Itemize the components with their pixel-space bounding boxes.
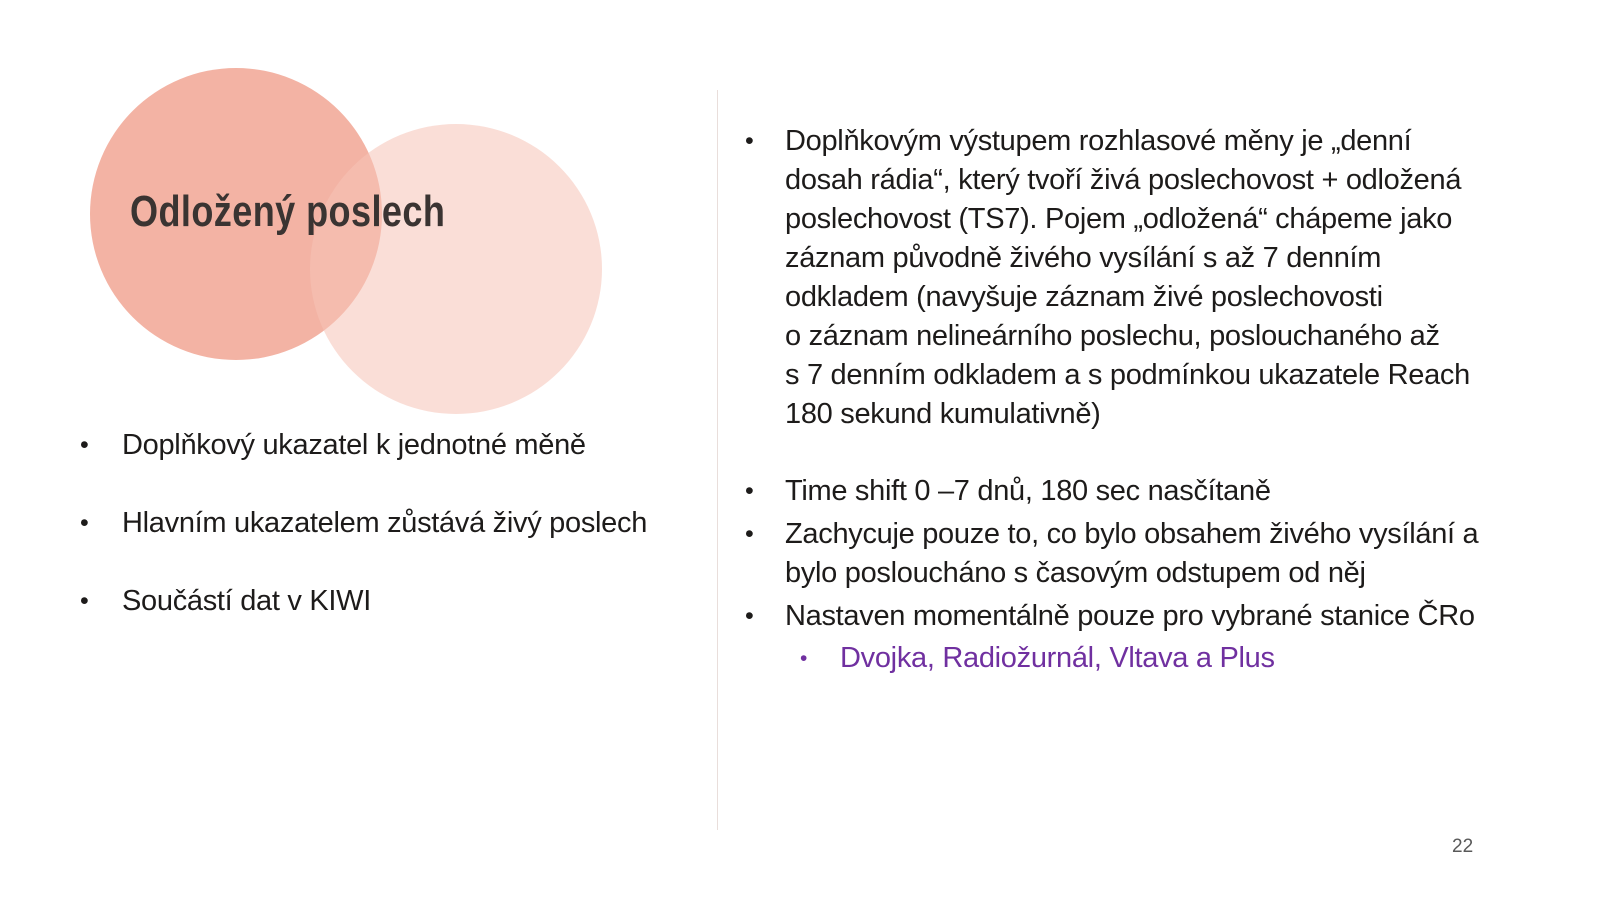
- paragraph-line: dosah rádia“, který tvoří živá poslechovost + odložená: [785, 164, 1462, 196]
- list-item: [80, 581, 647, 621]
- bullet-icon: •: [80, 431, 89, 459]
- paragraph-line: 180 sekund kumulativně): [785, 398, 1101, 430]
- page-number: 22: [1452, 836, 1474, 857]
- right-content: [745, 122, 1478, 677]
- list-item: [745, 597, 1478, 636]
- bullet-icon: •: [80, 587, 89, 615]
- bullet-icon: •: [745, 127, 754, 155]
- paragraph: [785, 122, 1470, 434]
- bullet-text: Time shift 0 –7 dnů, 180 sec nasčítaně: [785, 475, 1271, 507]
- list-item-sub: [800, 640, 1478, 677]
- left-bullet-list: [80, 425, 647, 659]
- paragraph-line: s 7 denním odkladem a s podmínkou ukazatele Reach: [785, 359, 1470, 391]
- bullet-text: Nastaven momentálně pouze pro vybrané stanice ČRo: [785, 600, 1475, 632]
- sub-bullet-text: Dvojka, Radiožurnál, Vltava a Plus: [840, 642, 1275, 674]
- bullet-icon: •: [745, 520, 754, 548]
- list-item: [745, 472, 1478, 511]
- bullet-text: Zachycuje pouze to, co bylo obsahem živého vysílání a: [785, 518, 1479, 550]
- bullet-text: Součástí dat v KIWI: [122, 585, 371, 617]
- bullet-icon: •: [80, 509, 89, 537]
- bullet-text: Doplňkový ukazatel k jednotné měně: [122, 429, 586, 461]
- paragraph-line: poslechovost (TS7). Pojem „odložená“ chápeme jako: [785, 203, 1453, 235]
- decorative-circle-secondary: [310, 124, 602, 414]
- paragraph-line: o záznam nelineárního poslechu, poslouchaného až: [785, 320, 1440, 352]
- bullet-icon: •: [745, 477, 754, 505]
- bullet-text: bylo posloucháno s časovým odstupem od něj: [785, 557, 1366, 589]
- paragraph-line: odkladem (navyšuje záznam živé poslechovosti: [785, 281, 1383, 313]
- right-bullet-group: [745, 472, 1478, 677]
- list-item: [80, 425, 647, 465]
- list-item: [80, 503, 647, 543]
- bullet-icon: •: [745, 602, 754, 630]
- bullet-icon: •: [800, 647, 808, 670]
- list-item: [745, 122, 1478, 434]
- list-item: [745, 515, 1478, 593]
- slide-title: Odložený poslech: [130, 187, 446, 236]
- paragraph-line: Doplňkovým výstupem rozhlasové měny je „denní: [785, 125, 1412, 157]
- bullet-text: Hlavním ukazatelem zůstává živý poslech: [122, 507, 648, 539]
- paragraph-line: záznam původně živého vysílání s až 7 denním: [785, 242, 1382, 274]
- vertical-divider: [717, 90, 718, 830]
